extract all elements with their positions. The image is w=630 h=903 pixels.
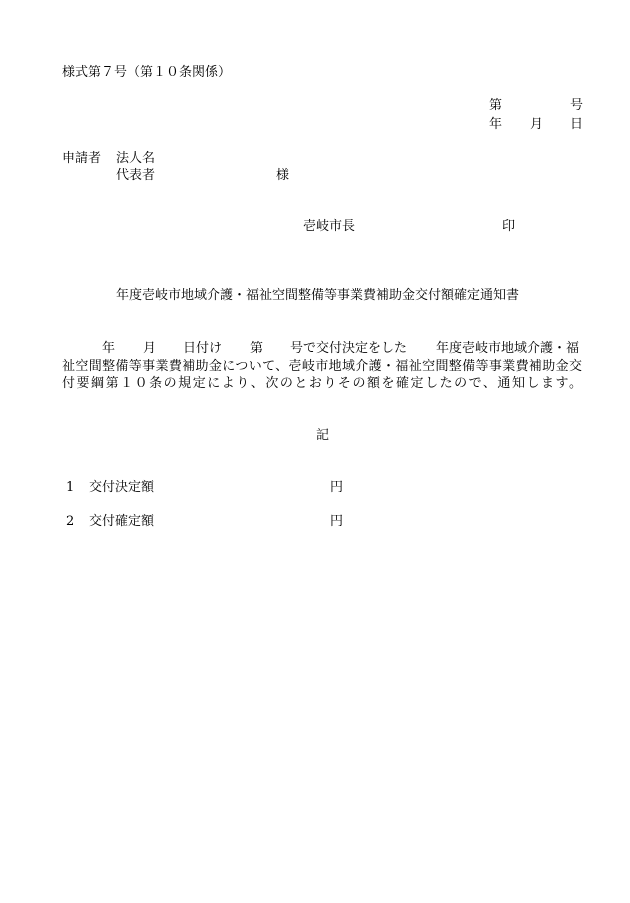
- body-no-prefix: 第: [250, 341, 264, 356]
- item-label: 交付決定額: [89, 480, 155, 495]
- honorific: 様: [276, 168, 290, 183]
- date-year: 年: [489, 117, 503, 132]
- ki-marker: 記: [316, 428, 330, 443]
- applicant-label: 申請者: [62, 151, 102, 166]
- issuer-name: 壱岐市長: [303, 219, 356, 234]
- body-tail: 号で交付決定をした: [290, 341, 408, 356]
- doc-number-suffix: 号: [570, 98, 584, 113]
- item-unit: 円: [330, 480, 344, 495]
- representative-label: 代表者: [116, 168, 156, 183]
- form-number: 様式第７号（第１０条関係）: [62, 65, 232, 80]
- date-day: 日: [570, 117, 584, 132]
- body-line-3: 付要綱第１０条の規定により、次のとおりその額を確定したので、通知します。: [62, 376, 584, 391]
- body-tail-2: 年度壱岐市地域介護・福: [436, 341, 580, 356]
- body-line-2: 祉空間整備等事業費補助金について、壱岐市地域介護・福祉空間整備等事業費補助金交: [62, 359, 583, 374]
- doc-number-prefix: 第: [489, 98, 503, 113]
- document-title: 年度壱岐市地域介護・福祉空間整備等事業費補助金交付額確定通知書: [116, 288, 520, 303]
- body-month: 月: [143, 341, 157, 356]
- seal-mark: 印: [502, 219, 516, 234]
- body-year: 年: [102, 341, 116, 356]
- item-label: 交付確定額: [89, 514, 155, 529]
- body-dated: 日付け: [183, 341, 223, 356]
- item-unit: 円: [330, 514, 344, 529]
- date-month: 月: [530, 117, 544, 132]
- item-number: 2: [66, 514, 75, 529]
- item-number: 1: [66, 480, 75, 495]
- corp-name-label: 法人名: [116, 151, 156, 166]
